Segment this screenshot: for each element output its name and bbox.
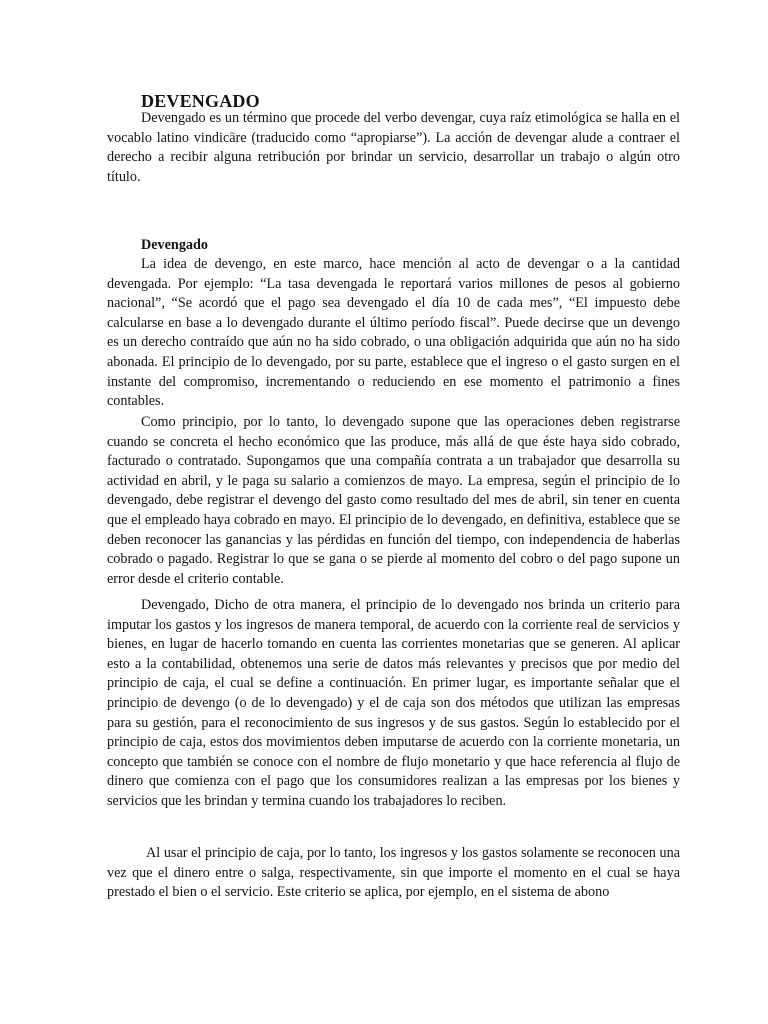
body-paragraph: Devengado, Dicho de otra manera, el principio de lo devengado nos brinda un criterio para imputar los gastos y los ingresos de manera temporal, de acuerdo con la corriente real de servicios y bienes, en lugar de hacerlo tomando en cuenta las corrientes monetarias que se generen. Al aplicar esto a la contabilidad, obtenemos una serie de datos más relevantes y precisos que por medio del principio de caja, el cual se define a continuación. En primer lugar, es importante señalar que el principio de devengo (o de lo devengado) y el de caja son dos métodos que utilizan las empresas para su gestión, para el reconocimiento de sus ingresos y de sus gastos. Según lo establecido por el principio de caja, estos dos movimientos deben imputarse de acuerdo con la corriente monetaria, un concepto que también se conoce con el nombre de flujo monetario y que hace referencia al flujo de dinero que comienza con el pago que los consumidores realizan a las empresas por los bienes y servicios que les brindan y termina cuando los trabajadores lo reciben.	[107, 597, 680, 809]
intro-paragraph: Devengado es un término que procede del verbo devengar, cuya raíz etimológica se halla en el vocablo latino vindicāre (traducido como “apropiarse”). La acción de devengar alude a contraer el derecho a recibir alguna retribución por brindar un servicio, desarrollar un trabajo o algún otro título.	[107, 110, 680, 185]
body-paragraph-block-4	[107, 844, 680, 903]
body-paragraph-block-1	[107, 255, 680, 412]
body-paragraph-block-2	[107, 413, 680, 589]
body-paragraph: La idea de devengo, en este marco, hace mención al acto de devengar o a la cantidad devengada. Por ejemplo: “La tasa devengada le reportará varios millones de pesos al gobierno nacional”, “Se acordó que el pago sea devengado el día 10 de cada mes”, “El impuesto debe calcularse en base a lo devengado durante el último período fiscal”. Puede decirse que un devengo es un derecho contraído que aún no ha sido cobrado, o una obligación adquirida que aún no ha sido abonada. El principio de lo devengado, por su parte, establece que el ingreso o el gasto surgen en el instante del compromiso, incrementando o reduciendo en ese momento el patrimonio a fines contables.	[107, 256, 680, 410]
intro-paragraph-block	[107, 109, 680, 187]
body-paragraph: Como principio, por lo tanto, lo devengado supone que las operaciones deben registrarse cuando se concreta el hecho económico que las produce, más allá de que éste haya sido cobrado, facturado o contratado. Supongamos que una compañía contrata a un trabajador que desarrolla su actividad en abril, y le paga su salario a comienzos de mayo. La empresa, según el principio de lo devengado, debe registrar el devengo del gasto como resultado del mes de abril, sin tener en cuenta que el empleado haya cobrado en mayo. El principio de lo devengado, en definitiva, establece que se deben reconocer las ganancias y las pérdidas en función del tiempo, con independencia de haberlas cobrado o pagado. Registrar lo que se gana o se pierde al momento del cobro o del pago supone un error desde el criterio contable.	[107, 414, 680, 587]
section-heading: Devengado	[141, 237, 208, 253]
document-title: DEVENGADO	[141, 91, 260, 111]
body-paragraph-block-3	[107, 596, 680, 812]
body-paragraph: Al usar el principio de caja, por lo tanto, los ingresos y los gastos solamente se reconocen una vez que el dinero entre o salga, respectivamente, sin que importe el momento en el cual se haya prestado el bien o el servicio. Este criterio se aplica, por ejemplo, en el sistema de abono	[107, 845, 680, 901]
